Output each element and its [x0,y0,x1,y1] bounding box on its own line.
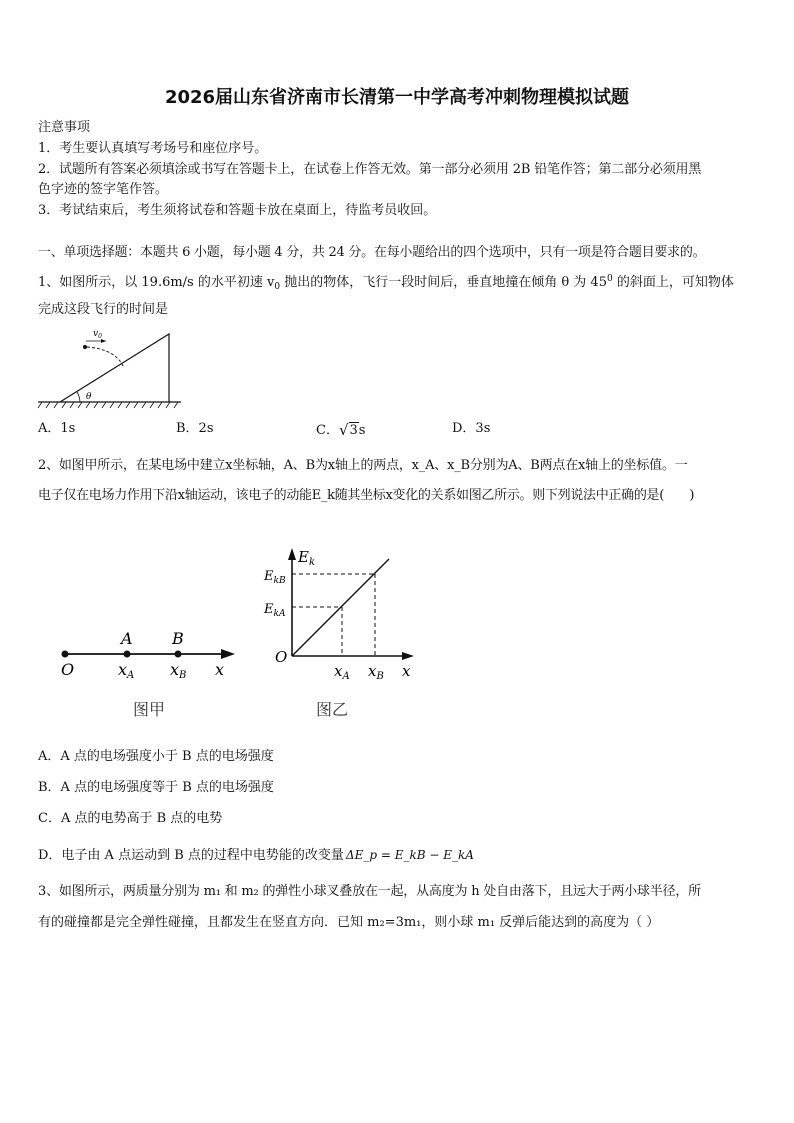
jia-label-xA: xA [118,660,135,681]
yi-caption: 图乙 [316,700,349,719]
yi-label-xB: $x_B$ [368,662,384,682]
jia-label-O: O [61,660,75,679]
yi-label-EkA: $E_{kA}$ [264,602,286,619]
jia-caption: 图甲 [133,700,166,719]
q1-stem-line2: 完成这段飞行的时间是 [38,302,169,317]
q2-option-a[interactable]: A．A 点的电场强度小于 B 点的电场强度 [38,749,274,764]
q2-stem-line2: 电子仅在电场力作用下沿x轴运动，该电子的动能E_k随其坐标x变化的关系如图乙所示。则下列说法中正确的是( ) [38,488,695,503]
q2-stem-line1: 2、如图甲所示，在某电场中建立x坐标轴，A、B为x轴上的两点，x_A、x_B分别为A、B两点在x轴上的坐标值。一 [38,458,688,473]
yi-label-Ek: $E_k$ [298,548,316,568]
q2-figure-yi [258,540,423,725]
q2-option-c[interactable]: C．A 点的电势高于 B 点的电势 [38,811,223,826]
q1-option-d[interactable]: D．3s [452,421,491,436]
q2-figure-jia [55,625,240,725]
q1-stem-line1: 1、如图所示，以 19.6m/s 的水平初速 $v_0$ 抛出的物体，飞行一段时间后，垂直地撞在倾角 θ 为 $45^0$ 的斜面上，可知物体 [38,274,734,292]
yi-label-xA: $x_A$ [334,662,350,682]
q2-option-b[interactable]: B．A 点的电场强度等于 B 点的电场强度 [38,780,274,795]
notice-heading: 注意事项 [38,120,91,135]
q1-incline-figure [38,322,188,410]
notice-item-1: 1．考生要认真填写考场号和座位序号。 [38,141,268,156]
q1-option-a[interactable]: A．1s [38,421,76,436]
page-title: 2026届山东省济南市长清第一中学高考冲刺物理模拟试题 [164,87,630,108]
q1-option-c[interactable]: C．√3s [316,421,366,439]
q3-stem-line2: 有的碰撞都是完全弹性碰撞，且都发生在竖直方向．已知 m₂=3m₁，则小球 m₁ 反弹后能达到的高度为（ ） [38,915,660,930]
yi-label-O: O [275,648,288,666]
q1-v0-label: $v_0$ [93,329,102,340]
q3-stem-line1: 3、如图所示，两质量分别为 m₁ 和 m₂ 的弹性小球叉叠放在一起，从高度为 h 处自由落下，且远大于两小球半径，所 [38,884,701,899]
notice-item-3: 3．考试结束后，考生须将试卷和答题卡放在桌面上，待监考员收回。 [38,203,437,218]
q2-option-d[interactable]: D．电子由 A 点运动到 B 点的过程中电势能的改变量 ΔE_p = E_kB − E_kA [38,848,474,863]
jia-label-B: B [172,629,184,648]
q1-option-b[interactable]: B．2s [176,421,214,436]
section-heading: 一、单项选择题：本题共 6 小题，每小题 4 分，共 24 分。在每小题给出的四个选项中，只有一项是符合题目要求的。 [38,245,706,260]
notice-item-2-cont: 色字迹的签字笔作答。 [38,182,169,197]
jia-label-A: A [121,629,133,648]
jia-label-x: x [215,660,225,679]
yi-label-x: x [402,662,411,680]
notice-item-2: 2．试题所有答案必须填涂或书写在答题卡上，在试卷上作答无效。第一部分必须用 2B 铅笔作答；第二部分必须用黑 [38,162,702,177]
yi-label-EkB: $E_{kB}$ [264,569,286,586]
jia-label-xB: xB [170,660,187,681]
q1-theta-label: θ [86,392,92,402]
